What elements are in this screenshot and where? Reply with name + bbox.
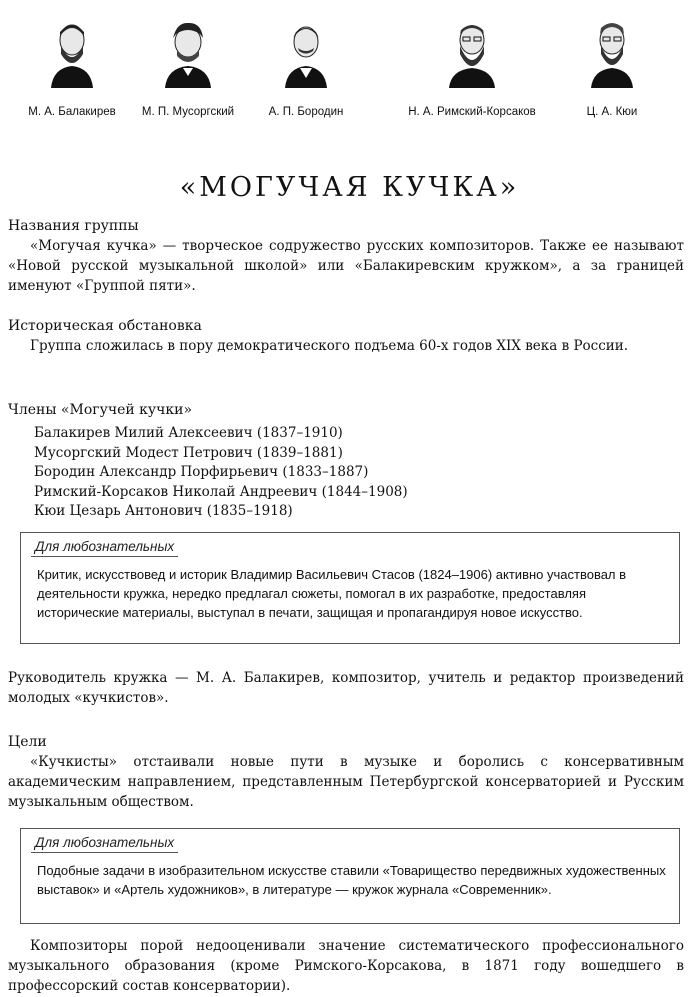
section-text: Композиторы порой недооценивали значение систематического профессионального музыкального образования (кроме Римского-Корсакова, в 1871 году вошедшего в профессорский состав консерватории).: [8, 938, 684, 994]
portrait-balakirev-icon: [49, 18, 95, 88]
info-box-heading: Для любознательных: [31, 829, 178, 853]
portrait-caption: А. П. Бородин: [268, 106, 344, 118]
list-item: Кюи Цезарь Антонович (1835–1918): [34, 503, 293, 519]
section-heading: Цели: [8, 734, 47, 750]
members-list: [34, 424, 684, 522]
portrait-caption: М. А. Балакирев: [28, 106, 116, 118]
info-box-text: Критик, искусствовед и историк Владимир Васильевич Стасов (1824–1906) активно участвовал в деятельности кружка, нередко предлагал сюжеты, помогал в их разработке, предоставляя исторические материалы, выступал в печати, защищая и пропагандируя новое искусство.: [37, 567, 627, 620]
list-item: Мусоргский Модест Петрович (1839–1881): [34, 444, 343, 461]
portrait-cui: [542, 18, 682, 118]
info-box-heading: Для любознательных: [31, 533, 178, 557]
portrait-rimsky-korsakov-icon: [447, 18, 497, 88]
section-footer: [8, 936, 684, 996]
list-item: Бородин Александр Порфирьевич (1833–1887): [34, 464, 369, 480]
section-heading: Историческая обстановка: [8, 318, 202, 334]
section-text: «Могучая кучка» — творческое содружество русских композиторов. Также ее называют «Новой русской музыкальной школой» или «Балакиревским кружком», а за границей именуют «Группой пяти».: [8, 238, 684, 294]
section-text: Руководитель кружка — М. А. Балакирев, композитор, учитель и редактор произведений молодых «кучкистов».: [8, 670, 684, 706]
portrait-caption: Н. А. Римский-Корсаков: [408, 106, 536, 118]
info-box-text: Подобные задачи в изобразительном искусстве ставили «Товарищество передвижных художественных выставок» и «Артель художников», в литературе — кружок журнала «Современник».: [37, 863, 666, 897]
info-box-arts: [20, 828, 680, 924]
list-item: Римский-Корсаков Николай Андреевич (1844–1908): [34, 483, 408, 500]
portraits-row: [0, 18, 699, 128]
section-members: [8, 402, 684, 522]
portrait-borodin: [236, 18, 376, 118]
list-item: Балакирев Милий Алексеевич (1837–1910): [34, 425, 343, 441]
portrait-mussorgsky-icon: [163, 18, 213, 88]
section-leader: [8, 668, 684, 708]
section-heading: Члены «Могучей кучки»: [8, 402, 193, 418]
section-goals: [8, 734, 684, 812]
info-box-stasov: [20, 532, 680, 644]
portrait-caption: Ц. А. Кюи: [586, 106, 638, 118]
portrait-cui-icon: [589, 18, 635, 88]
portrait-caption: М. П. Мусоргский: [141, 106, 235, 118]
section-names: [8, 218, 684, 296]
section-heading: Названия группы: [8, 218, 139, 234]
portrait-rimsky-korsakov: [392, 18, 552, 118]
page-title: «МОГУЧАЯ КУЧКА»: [179, 172, 520, 203]
section-history: [8, 318, 684, 356]
section-text: Группа сложилась в пору демократического подъема 60-х годов XIX века в России.: [30, 338, 629, 354]
portrait-borodin-icon: [283, 18, 329, 88]
section-text: «Кучкисты» отстаивали новые пути в музыке и боролись с консервативным академическим направлением, представленным Петербургской консерваторией и Русским музыкальным обществом.: [8, 754, 684, 810]
